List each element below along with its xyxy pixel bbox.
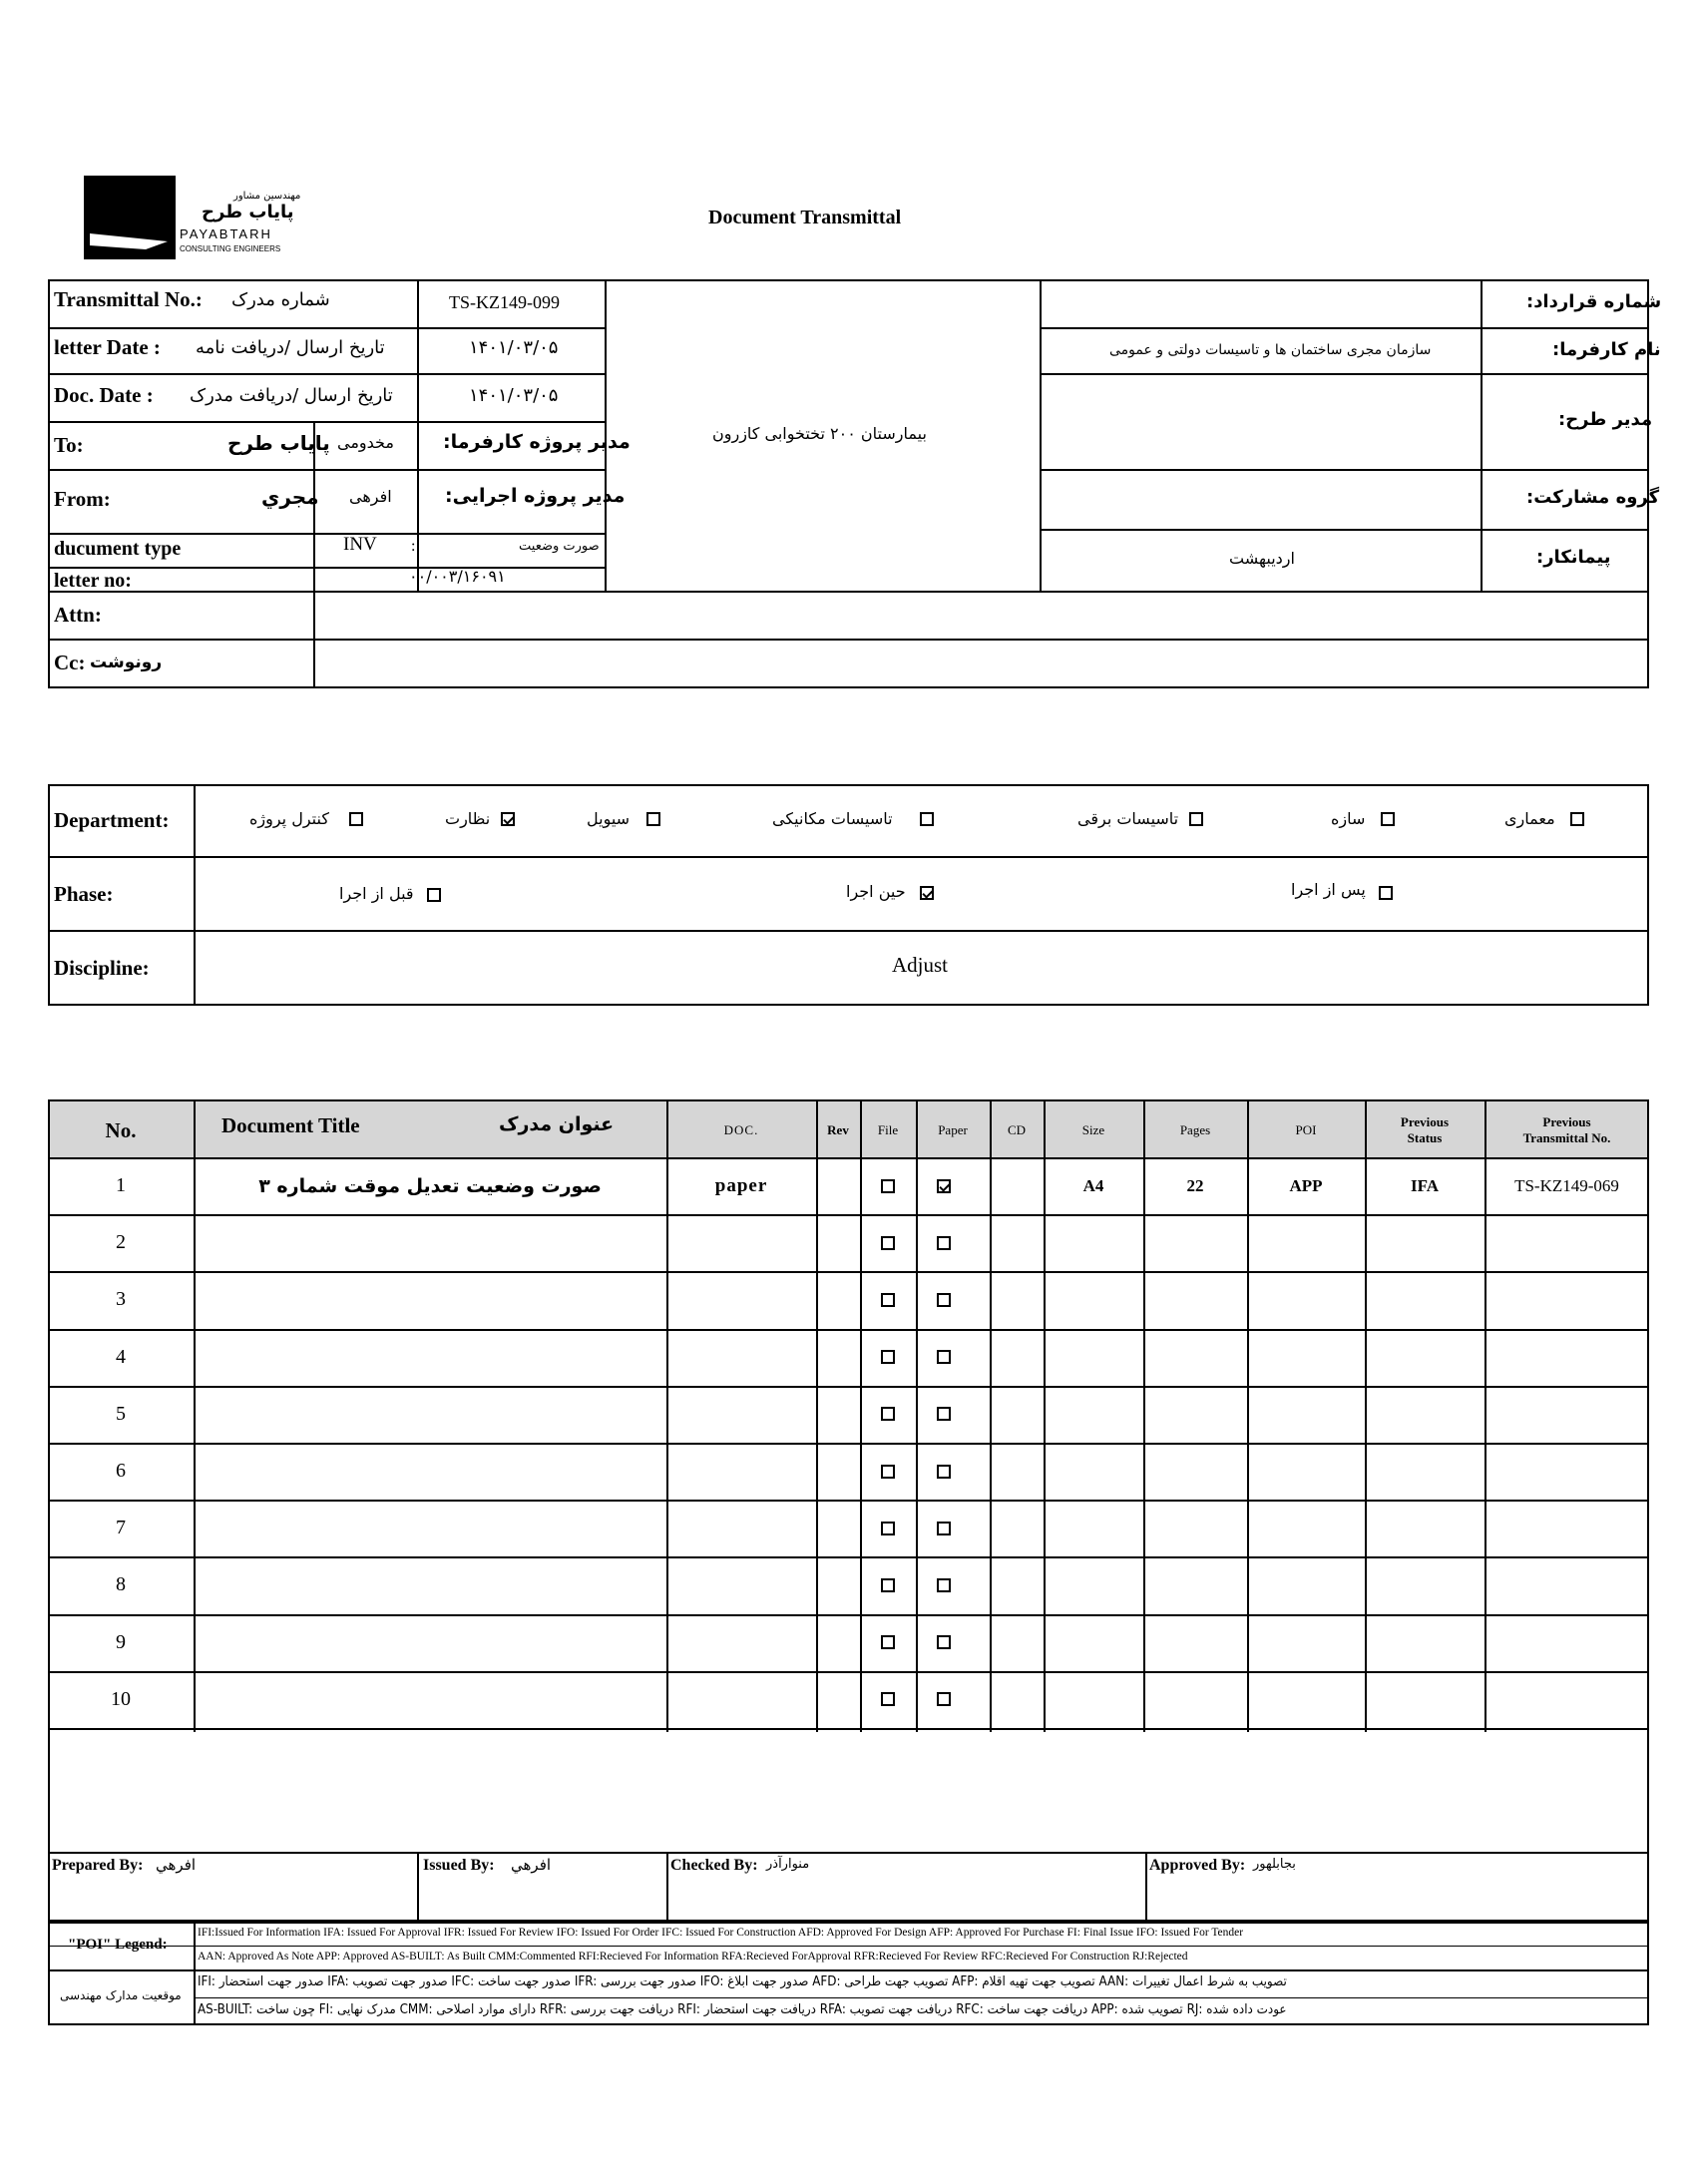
phase-label-during: حین اجرا	[846, 882, 906, 901]
dept-label-architecture: معماری	[1504, 809, 1555, 828]
row-prev-transmittal	[1484, 1329, 1649, 1386]
employer-value: سازمان مجری ساختمان ها و تاسیسات دولتی و عمومی	[1109, 342, 1432, 358]
row-cd	[990, 1671, 1044, 1728]
row-doc	[666, 1386, 816, 1443]
row-pages	[1143, 1443, 1247, 1500]
row-pages	[1143, 1614, 1247, 1671]
row-title	[194, 1443, 666, 1500]
employer-label: نام کارفرما:	[1552, 339, 1661, 360]
contract-no-label: شماره قرارداد:	[1526, 291, 1662, 312]
row-cd	[990, 1500, 1044, 1556]
phase-checkbox-during[interactable]	[920, 886, 934, 900]
row-poi	[1247, 1386, 1365, 1443]
transmittal-no-label: Transmittal No.:	[54, 287, 203, 311]
phase-label-after: پس از اجرا	[1291, 880, 1366, 899]
letter-no-label: letter no:	[54, 570, 132, 592]
file-checkbox[interactable]	[881, 1407, 895, 1421]
checked-by-label: Checked By:	[670, 1857, 758, 1874]
row-doc	[666, 1214, 816, 1271]
paper-checkbox[interactable]	[937, 1293, 951, 1307]
row-size	[1044, 1500, 1143, 1556]
legend-line-4: AS-BUILT: چون ساخت FI: مدرک نهایی CMM: دارای موارد اصلاحی RFR: دریافت جهت بررسی RFI: دریافت جهت استحضار RFA: دریافت جهت تصویب RFC: دریافت جهت ساخت APP: تصویب شده RJ: عودت داده شده	[198, 2002, 1287, 2017]
row-cd	[990, 1556, 1044, 1613]
prepared-by-label: Prepared By:	[52, 1857, 144, 1874]
row-cd	[990, 1386, 1044, 1443]
paper-checkbox[interactable]	[937, 1350, 951, 1364]
row-prev-status	[1365, 1614, 1484, 1671]
row-poi	[1247, 1443, 1365, 1500]
dept-checkbox-project-control[interactable]	[349, 812, 363, 826]
row-prev-transmittal	[1484, 1214, 1649, 1271]
col-header-prev-trans	[1484, 1101, 1649, 1159]
row-pages	[1143, 1500, 1247, 1556]
row-cd	[990, 1443, 1044, 1500]
company-logo	[84, 176, 313, 259]
transmittal-no-value: TS-KZ149-099	[449, 292, 560, 312]
dept-label-supervision: نظارت	[445, 809, 491, 828]
row-prev-status	[1365, 1386, 1484, 1443]
exec-pm-name: افرهی	[349, 487, 392, 506]
row-prev-status	[1365, 1443, 1484, 1500]
row-prev-status	[1365, 1214, 1484, 1271]
row-pages	[1143, 1386, 1247, 1443]
row-prev-transmittal	[1484, 1500, 1649, 1556]
contractor-value: اردیبهشت	[1229, 549, 1295, 568]
table-row-divider	[48, 1728, 1649, 1730]
row-prev-status	[1365, 1671, 1484, 1728]
row-rev	[816, 1271, 860, 1328]
row-prev-transmittal	[1484, 1271, 1649, 1328]
row-rev	[816, 1443, 860, 1500]
row-poi	[1247, 1214, 1365, 1271]
row-rev	[816, 1214, 860, 1271]
file-checkbox[interactable]	[881, 1692, 895, 1706]
row-poi: APP	[1289, 1175, 1323, 1195]
paper-checkbox[interactable]	[937, 1578, 951, 1592]
row-title	[194, 1214, 666, 1271]
row-doc	[666, 1671, 816, 1728]
row-size	[1044, 1671, 1143, 1728]
cc-label-fa: رونوشت	[90, 653, 163, 672]
row-rev	[816, 1614, 860, 1671]
doc-date-label-fa: تاریخ ارسال /دریافت مدرک	[190, 385, 393, 406]
letter-date-value: ۱۴۰۱/۰۳/۰۵	[469, 337, 559, 358]
row-doc	[666, 1329, 816, 1386]
row-prev-status: IFA	[1410, 1175, 1439, 1195]
doc-type-sep: :	[411, 538, 416, 555]
table-column-divider	[916, 1099, 918, 1732]
row-pages: 22	[1186, 1175, 1204, 1195]
row-doc: paper	[714, 1174, 768, 1196]
row-pages	[1143, 1671, 1247, 1728]
file-checkbox[interactable]	[881, 1293, 895, 1307]
row-title	[194, 1386, 666, 1443]
paper-checkbox[interactable]	[937, 1692, 951, 1706]
discipline-value: Adjust	[892, 953, 949, 977]
letter-date-label: letter Date :	[54, 335, 161, 359]
row-size	[1044, 1556, 1143, 1613]
cc-label: Cc:	[54, 651, 86, 674]
row-doc	[666, 1556, 816, 1613]
col-header-prev-status-line1: Previous	[1400, 1114, 1450, 1129]
row-size	[1044, 1214, 1143, 1271]
file-checkbox[interactable]	[881, 1465, 895, 1479]
letter-date-label-fa: تاریخ ارسال /دریافت نامه	[196, 337, 385, 358]
to-label: To:	[54, 433, 84, 457]
row-title	[194, 1500, 666, 1556]
row-poi	[1247, 1671, 1365, 1728]
row-doc	[666, 1500, 816, 1556]
attn-label: Attn:	[54, 603, 102, 627]
issued-by-value: افرهي	[511, 1856, 552, 1874]
logo-text-en: PAYABTARH	[180, 226, 272, 241]
row-rev	[816, 1386, 860, 1443]
dept-label-electrical: تاسیسات برقی	[1077, 809, 1179, 828]
page-title: Document Transmittal	[708, 207, 902, 228]
file-checkbox[interactable]	[881, 1578, 895, 1592]
phase-label: Phase:	[54, 882, 114, 906]
row-pages	[1143, 1271, 1247, 1328]
row-prev-transmittal	[1484, 1614, 1649, 1671]
file-checkbox[interactable]	[881, 1635, 895, 1649]
row-no: 5	[116, 1402, 126, 1425]
file-checkbox[interactable]	[881, 1179, 895, 1193]
table-column-divider	[860, 1099, 862, 1732]
row-size: A4	[1082, 1175, 1104, 1195]
col-header-cd: CD	[1007, 1122, 1027, 1137]
row-no: 1	[116, 1174, 126, 1197]
row-no: 4	[116, 1345, 126, 1368]
dept-checkbox-electrical[interactable]	[1189, 812, 1203, 826]
row-title	[194, 1614, 666, 1671]
paper-checkbox[interactable]	[937, 1179, 951, 1193]
poi-legend-label: "POI" Legend:	[68, 1937, 168, 1953]
doc-type-code: INV	[343, 534, 377, 555]
row-no: 3	[116, 1288, 126, 1311]
row-prev-transmittal	[1484, 1671, 1649, 1728]
exec-pm-label: مدیر پروژه اجرایی:	[445, 485, 626, 507]
dept-checkbox-supervision[interactable]	[501, 812, 515, 826]
partnership-label: گروه مشارکت:	[1526, 487, 1660, 508]
letter-no-value: ۰۰/۰۰۳/۱۶۰۹۱	[409, 567, 506, 586]
row-cd	[990, 1329, 1044, 1386]
paper-checkbox[interactable]	[937, 1465, 951, 1479]
issued-by-label: Issued By:	[423, 1857, 495, 1874]
department-label: Department:	[54, 808, 170, 832]
col-header-paper: Paper	[938, 1122, 968, 1137]
row-no: 7	[116, 1517, 126, 1539]
doc-date-value: ۱۴۰۱/۰۳/۰۵	[469, 385, 559, 406]
row-prev-transmittal	[1484, 1556, 1649, 1613]
row-rev	[816, 1157, 860, 1214]
doc-date-label: Doc. Date :	[54, 383, 154, 407]
logo-mark-icon	[84, 176, 176, 259]
row-cd	[990, 1157, 1044, 1214]
file-checkbox[interactable]	[881, 1350, 895, 1364]
row-size	[1044, 1386, 1143, 1443]
discipline-label: Discipline:	[54, 956, 150, 980]
dept-checkbox-mechanical[interactable]	[920, 812, 934, 826]
logo-subtitle: CONSULTING ENGINEERS	[180, 244, 281, 253]
file-checkbox[interactable]	[881, 1522, 895, 1535]
row-cd	[990, 1271, 1044, 1328]
legend-fa-label: موقعیت مدارک مهندسی	[60, 1988, 182, 2002]
legend-line-3: IFI: صدور جهت استحضار IFA: صدور جهت تصویب IFC: صدور جهت ساخت IFR: صدور جهت بررسی IFO: صدور جهت ابلاغ AFD: تصویب جهت طراحی AFP: تصویب جهت تهیه اقلام AAN: تصویب به شرط اعمال تغییرات	[198, 1974, 1287, 1989]
row-title: صورت وضعیت تعدیل موقت شماره ۳	[258, 1174, 602, 1197]
row-prev-transmittal	[1484, 1386, 1649, 1443]
phase-checkbox-after[interactable]	[1379, 886, 1393, 900]
row-title	[194, 1671, 666, 1728]
row-doc	[666, 1443, 816, 1500]
row-prev-transmittal: TS-KZ149-069	[1514, 1175, 1619, 1195]
col-header-doc: DOC.	[723, 1122, 759, 1137]
row-size	[1044, 1271, 1143, 1328]
paper-checkbox[interactable]	[937, 1522, 951, 1535]
row-title	[194, 1329, 666, 1386]
row-poi	[1247, 1614, 1365, 1671]
phase-checkbox-before[interactable]	[427, 888, 441, 902]
row-no: 8	[116, 1573, 126, 1596]
col-header-title-en: Document Title	[221, 1113, 360, 1137]
logo-text-fa: پایاب طرح	[202, 202, 294, 222]
row-pages	[1143, 1556, 1247, 1613]
paper-checkbox[interactable]	[937, 1635, 951, 1649]
design-manager-label: مدیر طرح:	[1558, 409, 1653, 430]
row-prev-status	[1365, 1500, 1484, 1556]
col-header-prev-trans-line1: Previous	[1542, 1114, 1591, 1129]
dept-label-civil: سیویل	[587, 809, 631, 828]
paper-checkbox[interactable]	[937, 1407, 951, 1421]
approved-by-value: بجابلهور	[1253, 1857, 1296, 1872]
col-header-title-fa: عنوان مدرک	[499, 1113, 615, 1135]
logo-text-fa-small: مهندسین مشاور	[233, 191, 301, 202]
to-value: پایاب طرح	[227, 431, 330, 455]
legend-line-1: IFI:Issued For Information IFA: Issued For Approval IFR: Issued For Review IFO: Issued For Order IFC: Issued For Construction AFD: Approved For Design AFP: Approved For Purchase FI: Final Issue IFO: Issued For Tender	[198, 1927, 1244, 1939]
col-header-no: No.	[105, 1117, 137, 1142]
row-prev-transmittal	[1484, 1443, 1649, 1500]
employer-pm-label: مدیر پروژه کارفرما:	[443, 431, 631, 453]
paper-checkbox[interactable]	[937, 1236, 951, 1250]
file-checkbox[interactable]	[881, 1236, 895, 1250]
row-no: 10	[111, 1687, 131, 1710]
col-header-poi: POI	[1295, 1122, 1317, 1137]
project-name: بیمارستان ۲۰۰ تختخوابی کازرون	[712, 424, 927, 443]
row-no: 6	[116, 1460, 126, 1483]
dept-checkbox-structure[interactable]	[1381, 812, 1395, 826]
row-size	[1044, 1329, 1143, 1386]
row-prev-status	[1365, 1271, 1484, 1328]
row-prev-status	[1365, 1329, 1484, 1386]
dept-label-mechanical: تاسیسات مکانیکی	[772, 809, 893, 828]
row-prev-status	[1365, 1556, 1484, 1613]
doc-type-label: ducument type	[54, 538, 182, 560]
prepared-by-value: افرهي	[156, 1856, 197, 1874]
col-header-rev: Rev	[827, 1122, 849, 1137]
dept-label-structure: سازه	[1331, 809, 1366, 828]
row-doc	[666, 1614, 816, 1671]
row-pages	[1143, 1214, 1247, 1271]
col-header-size: Size	[1081, 1122, 1105, 1137]
checked-by-value: منوارآذر	[766, 1857, 810, 1872]
col-header-prev-status	[1365, 1101, 1484, 1159]
row-size	[1044, 1614, 1143, 1671]
approved-by-label: Approved By:	[1149, 1857, 1246, 1874]
col-header-prev-status-line2: Status	[1407, 1130, 1443, 1145]
row-doc	[666, 1271, 816, 1328]
row-rev	[816, 1329, 860, 1386]
row-title	[194, 1271, 666, 1328]
col-header-prev-trans-line2: Transmittal No.	[1522, 1130, 1611, 1145]
row-no: 2	[116, 1231, 126, 1254]
contractor-label: پیمانکار:	[1536, 547, 1611, 568]
row-poi	[1247, 1556, 1365, 1613]
row-cd	[990, 1214, 1044, 1271]
row-rev	[816, 1556, 860, 1613]
row-size	[1044, 1443, 1143, 1500]
row-no: 9	[116, 1630, 126, 1653]
row-poi	[1247, 1271, 1365, 1328]
dept-label-project-control: کنترل پروژه	[249, 809, 329, 828]
doc-type-fa: صورت وضعیت	[519, 539, 600, 554]
transmittal-no-label-fa: شماره مدرک	[231, 289, 330, 310]
dept-checkbox-architecture[interactable]	[1570, 812, 1584, 826]
col-header-file: File	[877, 1122, 899, 1137]
row-title	[194, 1556, 666, 1613]
from-value: مجري	[261, 485, 319, 509]
row-cd	[990, 1614, 1044, 1671]
employer-pm-name: مخدومی	[337, 433, 394, 452]
phase-label-before: قبل از اجرا	[339, 884, 414, 903]
row-pages	[1143, 1329, 1247, 1386]
row-poi	[1247, 1500, 1365, 1556]
row-rev	[816, 1500, 860, 1556]
from-label: From:	[54, 487, 111, 511]
dept-checkbox-civil[interactable]	[646, 812, 660, 826]
col-header-pages: Pages	[1179, 1122, 1211, 1137]
legend-line-2: AAN: Approved As Note APP: Approved AS-BUILT: As Built CMM:Commented RFI:Recieved For Information RFA:Recieved ForApproval RFR:Recieved For Review RFC:Recieved For Construction RJ:Rejected	[198, 1951, 1188, 1963]
row-rev	[816, 1671, 860, 1728]
row-poi	[1247, 1329, 1365, 1386]
